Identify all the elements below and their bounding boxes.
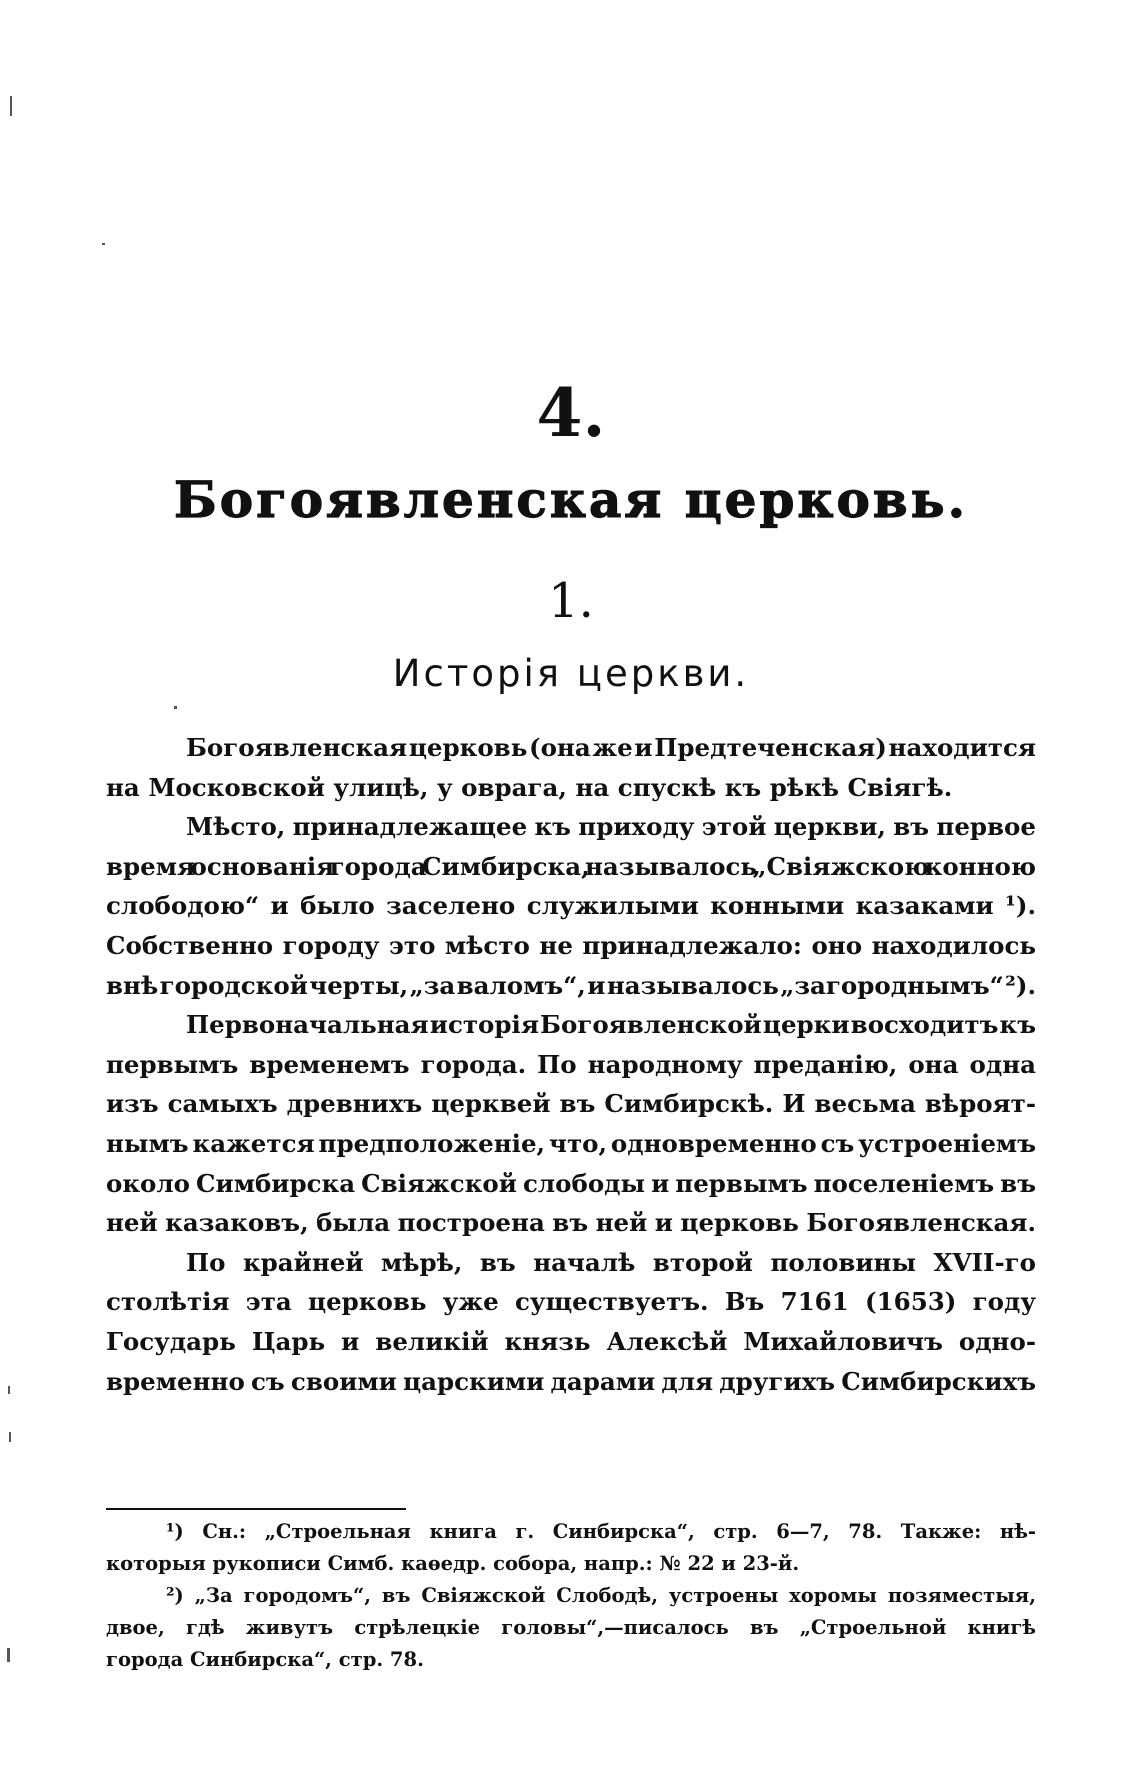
footnote-line: ¹) Сн.: „Строельная книга г. Синбирска“, стр. 6—7, 78. Также: нѣ- <box>166 1520 1036 1543</box>
text-line: изъ самыхъ древнихъ церквей въ Симбирскѣ. И весьма вѣроят- <box>106 1089 1036 1119</box>
paragraph-2 <box>106 807 1036 1005</box>
text-line: столѣтія эта церковь уже существуетъ. Въ 7161 (1653) году <box>106 1287 1036 1317</box>
text-line: Мѣсто, принадлежащее къ приходу этой церкви, въ первое <box>186 812 1036 842</box>
paragraph-3 <box>106 1005 1036 1243</box>
text-line: на Московской улицѣ, у оврага, на спускѣ къ рѣкѣ Свіягѣ. <box>106 772 953 802</box>
scan-mark <box>9 1432 11 1442</box>
text-line: ней казаковъ, была построена въ ней и церковь Богоявленская. <box>106 1208 1036 1238</box>
chapter-number: 4. <box>536 374 606 452</box>
text-line: около Симбирска Свіяжской слободы и первымъ поселеніемъ въ <box>106 1168 1036 1198</box>
text-line: временно съ своими царскими дарами для другихъ Симбирскихъ <box>106 1366 1036 1396</box>
footnote-line: которыя рукописи Симб. каѳедр. собора, напр.: № 22 и 23-й. <box>106 1552 800 1575</box>
footnotes <box>106 1516 1036 1676</box>
scan-mark <box>7 1648 10 1662</box>
body-text <box>106 728 1036 1401</box>
text-line: нымъ кажется предположеніе, что, одновременно съ устроеніемъ <box>106 1128 1036 1158</box>
scan-mark <box>102 243 105 245</box>
paragraph-4 <box>106 1243 1036 1401</box>
text-line: По крайней мѣрѣ, въ началѣ второй половины XVII-го <box>186 1247 1036 1277</box>
book-page <box>106 0 1036 1792</box>
text-line: Государь Царь и великій князь Алексѣй Михайловичъ одно- <box>106 1326 1036 1356</box>
footnote-divider <box>106 1508 406 1510</box>
section-number: 1. <box>548 573 594 629</box>
text-line: Собственно городу это мѣсто не принадлежало: оно находилось <box>106 930 1036 960</box>
footnote-line: города Синбирска“, стр. 78. <box>106 1648 424 1671</box>
text-line: слободою“ и было заселено служилыми конными казаками ¹). <box>106 891 1036 921</box>
text-line: первымъ временемъ города. По народному преданію, она одна <box>106 1049 1036 1079</box>
footnote-line: двое, гдѣ живутъ стрѣлецкіе головы“,—писалось въ „Строельной книгѣ <box>106 1616 1036 1639</box>
paragraph-1 <box>106 728 1036 807</box>
footnote-1 <box>106 1516 1036 1580</box>
text-line: Богоявленская церковь (она же и Предтеченская) находится <box>186 733 1036 762</box>
scan-mark <box>174 706 177 709</box>
chapter-title: Богоявленская церковь. <box>174 470 968 529</box>
footnote-2 <box>106 1580 1036 1676</box>
text-line: внѣ городской черты, „за валомъ“, и называлось „загороднымъ“ ²). <box>106 970 1036 1000</box>
text-line: Первоначальная исторія Богоявленской церки восходитъ къ <box>186 1010 1036 1040</box>
text-line: время основанія города Симбирска, называлось „Свіяжскою конною <box>106 851 1036 881</box>
scan-mark <box>8 1386 10 1394</box>
section-title: Исторія церкви. <box>392 652 750 695</box>
footnote-line: ²) „За городомъ“, въ Свіяжской Слободѣ, устроены хоромы позяместыя, <box>166 1584 1036 1607</box>
scan-mark <box>10 96 12 116</box>
